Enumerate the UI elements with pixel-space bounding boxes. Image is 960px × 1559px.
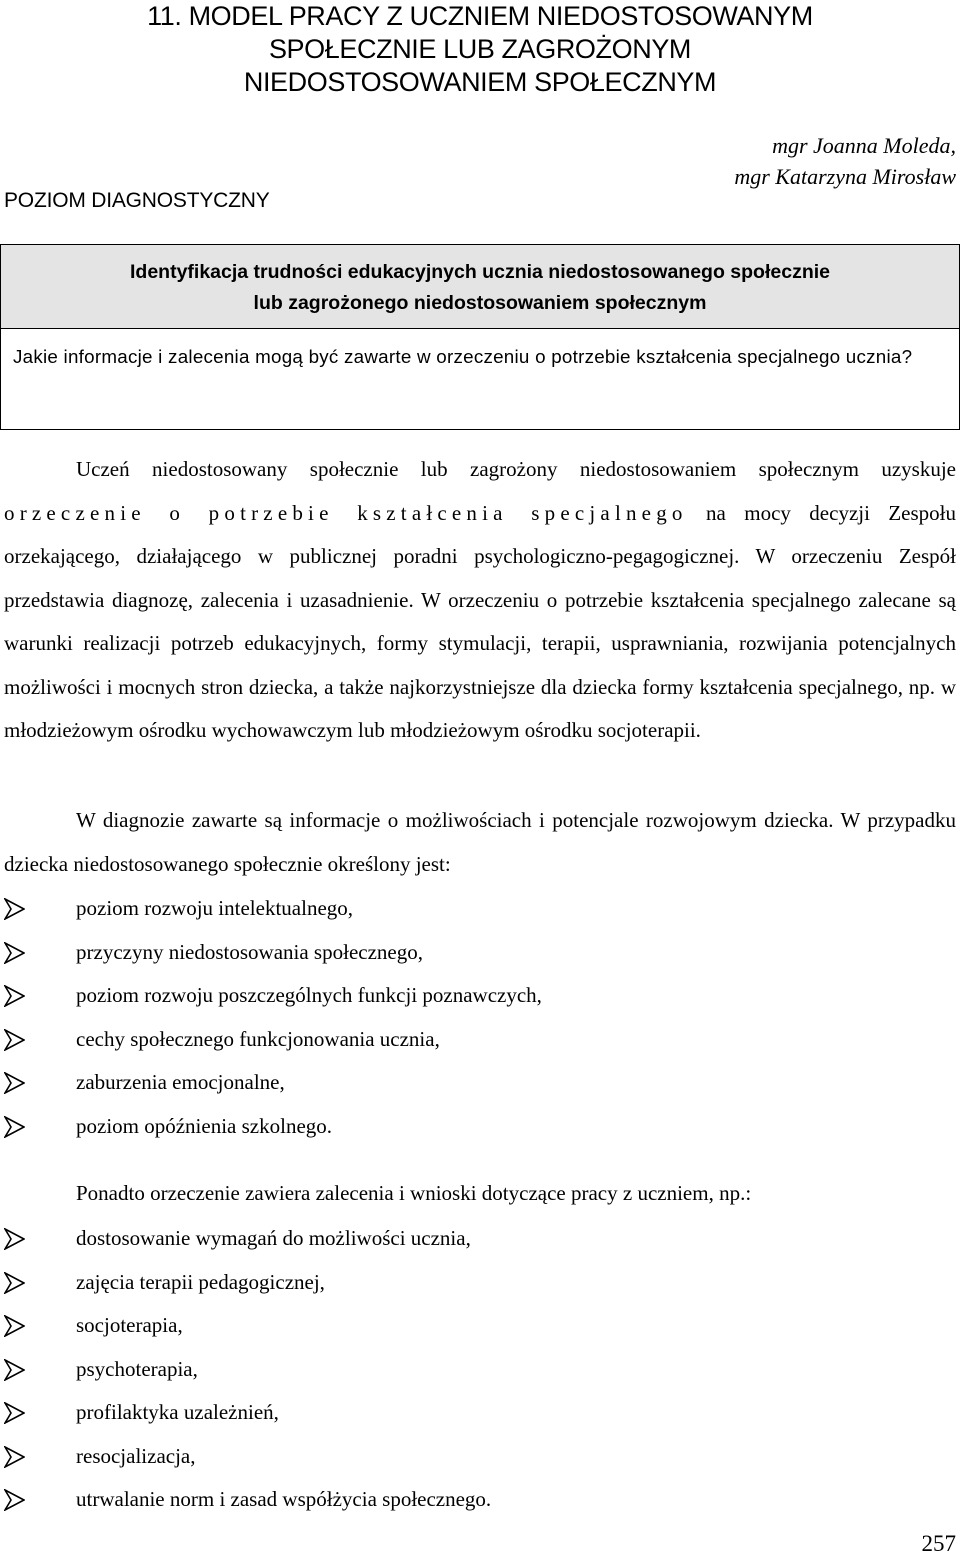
arrow-bullet-icon (4, 1116, 25, 1138)
list-item-text: psychoterapia, (76, 1356, 198, 1381)
list-item-text: cechy społecznego funkcjonowania ucznia, (76, 1026, 440, 1051)
list-item-text: utrwalanie norm i zasad współżycia społecznego. (76, 1487, 492, 1511)
title-line: NIEDOSTOSOWANIEM SPOŁECZNYM (243, 67, 717, 97)
chapter-title (0, 0, 960, 99)
list-item-text: resocjalizacja, (76, 1443, 196, 1468)
recommendations-list (4, 1217, 924, 1522)
paragraph-2: W diagnozie zawarte są informacje o możliwościach i potencjale rozwojowym dziecka. W przypadku dziecka niedostosowanego społecznie określony jest: (4, 808, 956, 876)
arrow-bullet-icon (4, 1315, 25, 1337)
list-item-text: zajęcia terapii pedagogicznej, (76, 1269, 325, 1294)
arrow-bullet-icon (4, 1446, 25, 1468)
list-item (4, 1435, 924, 1479)
section-level-label: POZIOM DIAGNOSTYCZNY (4, 189, 270, 212)
page-number: 257 (921, 1531, 956, 1556)
list-item-text: socjoterapia, (76, 1313, 183, 1337)
author-name: mgr Joanna Moleda, (772, 133, 956, 158)
arrow-bullet-icon (4, 1029, 25, 1051)
list-item (4, 1018, 924, 1062)
arrow-bullet-icon (4, 1072, 25, 1094)
list-item-text: profilaktyka uzależnień, (76, 1400, 279, 1424)
arrow-bullet-icon (4, 1272, 25, 1294)
topic-box (0, 244, 960, 430)
list-item (4, 1217, 924, 1261)
emphasized-term: orzeczenie o potrzebie kształcenia specjalnego (4, 500, 688, 525)
heading-line: Identyfikacja trudności edukacyjnych ucznia niedostosowanego społecznie (129, 261, 830, 283)
arrow-bullet-icon (4, 942, 25, 964)
paragraph-text: na mocy decyzji Zespołu orzekającego, działającego w publicznej poradni psychologiczno-pegagogicznej. W orzeczeniu Zespół przedstawia diagnozę, zalecenia i uzasadnienie. W orzeczeniu o potrzebie kształcenia specjalnego zalecane są warunki realizacji potrzeb edukacyjnych, formy stymulacji, terapii, usprawniania, rozwijania potencjalnych możliwości i mocnych stron dziecka, a także najkorzystniejsze dla dziecka formy kształcenia specjalnego, np. w młodzieżowym ośrodku wychowawczym lub młodzieżowym ośrodku socjoterapii. (4, 500, 956, 742)
paragraph-3: Ponadto orzeczenie zawiera zalecenia i wnioski dotyczące pracy z uczniem, np.: (76, 1181, 752, 1205)
list-item-text: poziom rozwoju intelektualnego, (76, 896, 354, 920)
list-item (4, 1478, 924, 1522)
heading-line: lub zagrożonego niedostosowaniem społecznym (253, 292, 707, 314)
arrow-bullet-icon (4, 985, 25, 1007)
paragraph-1 (4, 448, 956, 753)
list-item-text: zaburzenia emocjonalne, (76, 1070, 285, 1094)
arrow-bullet-icon (4, 1359, 25, 1381)
paragraph-text: Uczeń niedostosowany społecznie lub zagrożony niedostosowaniem społecznym uzyskuje (76, 457, 956, 481)
diagnosis-list (4, 887, 924, 1148)
list-item (4, 1105, 924, 1149)
arrow-bullet-icon (4, 1228, 25, 1250)
list-item (4, 931, 924, 975)
list-item (4, 974, 924, 1018)
list-item (4, 1348, 924, 1392)
arrow-bullet-icon (4, 1402, 25, 1424)
list-item-text: przyczyny niedostosowania społecznego, (76, 939, 423, 964)
topic-box-heading (1, 245, 959, 329)
list-item (4, 1304, 924, 1348)
list-item-text: dostosowanie wymagań do możliwości ucznia, (76, 1226, 471, 1250)
title-line: SPOŁECZNIE LUB ZAGROŻONYM (268, 34, 692, 64)
list-item (4, 1261, 924, 1305)
topic-question: Jakie informacje i zalecenia mogą być zawarte w orzeczeniu o potrzebie kształcenia specjalnego ucznia? (13, 346, 913, 367)
list-item (4, 887, 924, 931)
list-item-text: poziom opóźnienia szkolnego. (76, 1113, 333, 1138)
list-item (4, 1061, 924, 1105)
author-name: mgr Katarzyna Mirosław (734, 164, 956, 189)
title-line: 11. MODEL PRACY Z UCZNIEM NIEDOSTOSOWANYM (147, 1, 813, 31)
arrow-bullet-icon (4, 898, 25, 920)
arrow-bullet-icon (4, 1489, 25, 1511)
list-item (4, 1391, 924, 1435)
authors (734, 130, 956, 192)
list-item-text: poziom rozwoju poszczególnych funkcji poznawczych, (76, 983, 542, 1007)
